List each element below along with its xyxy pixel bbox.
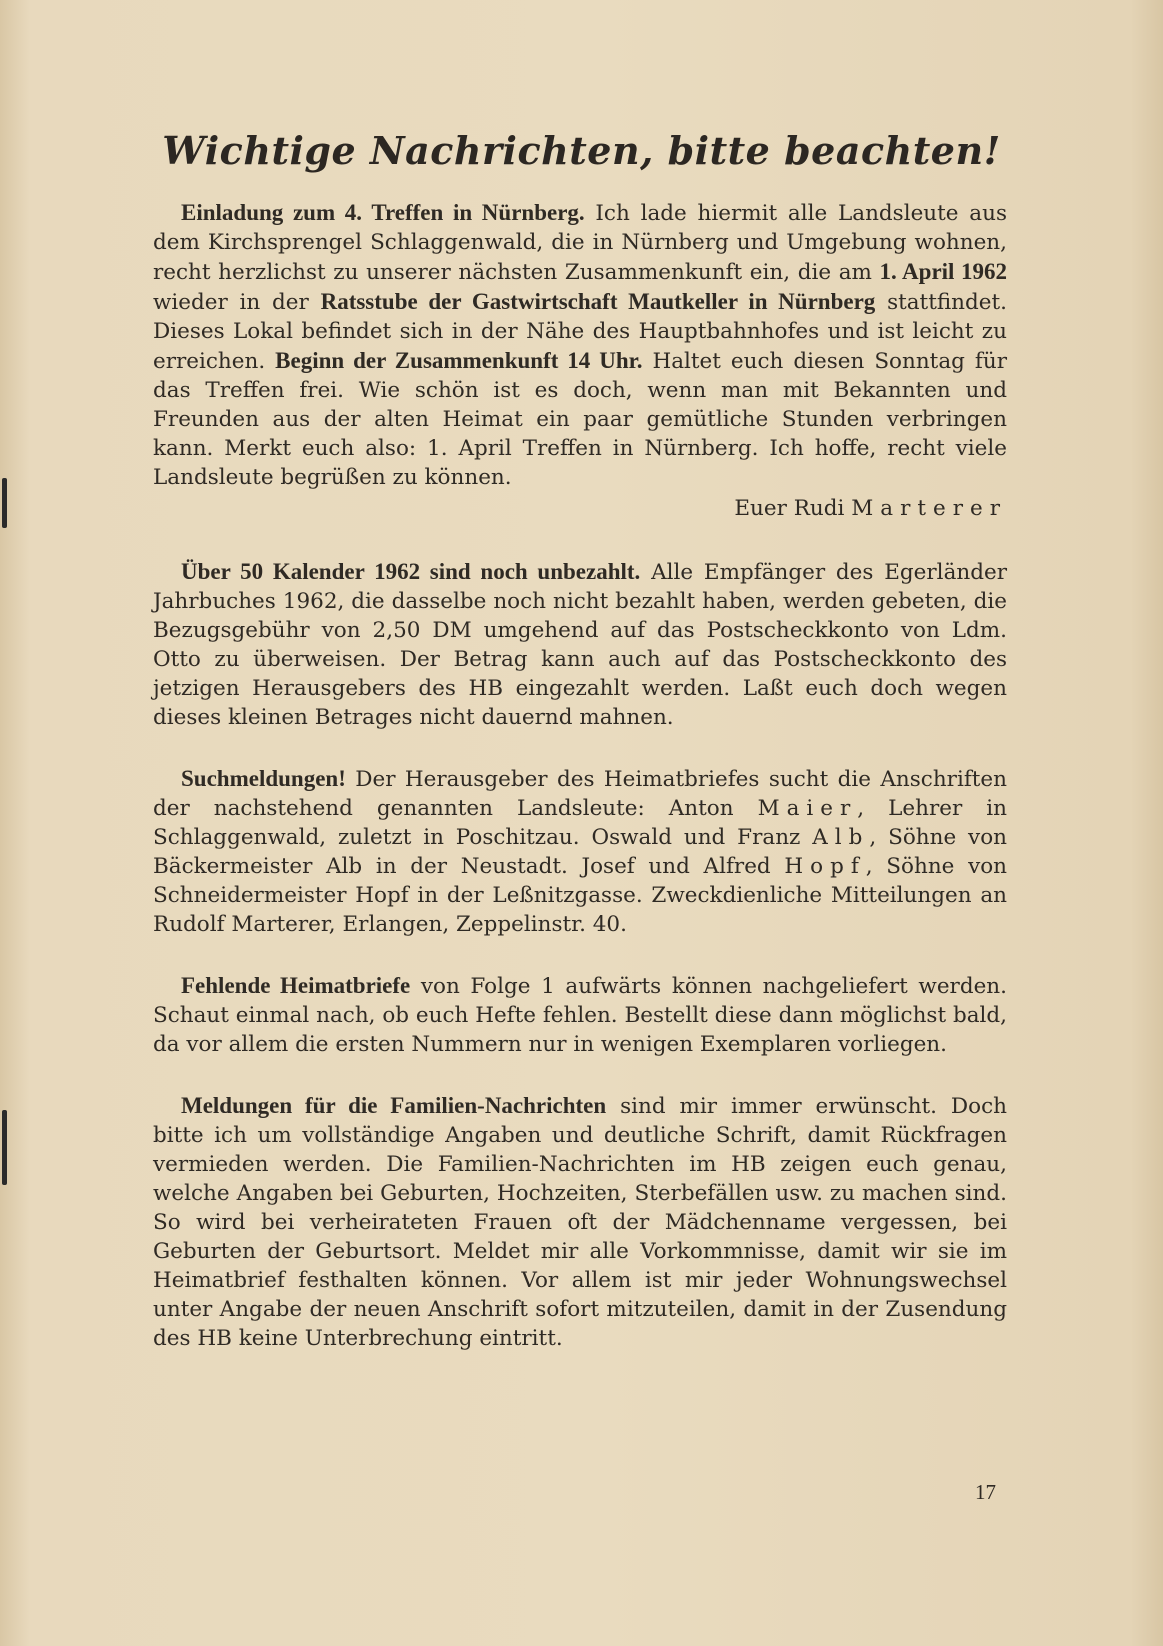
search-text-3: , Söhne von Bäckermeister Alb in der Neustadt. Josef und Alfred [153,825,1007,879]
search-name-maier: Maier [757,796,858,821]
search-text-2: , Lehrer in Schlaggenwald, zuletzt in Poschitzau. Oswald und Franz [153,796,1007,850]
paragraph-invitation [153,198,1007,492]
invitation-date: 1. April 1962 [879,259,1007,284]
page-number: 17 [975,1480,996,1504]
paragraph-calendar [153,557,1007,732]
search-heading: Suchmeldungen! [181,766,346,791]
calendar-heading: Über 50 Kalender 1962 sind noch unbezahlt. [181,559,641,584]
paragraph-family-news [153,1091,1007,1353]
invitation-venue: Ratsstube der Gastwirtschaft Mautkeller in Nürnberg [320,289,876,314]
calendar-text: Alle Empfänger des Egerländer Jahrbuches 1962, die dasselbe noch nicht bezahlt haben, werden gebeten, die Bezugsgebühr von 2,50 DM umgehend auf das Postscheckkonto von Ldm. Otto zu überweisen. Der Betrag kann auch auf das Postscheckkonto des jetzigen Herausgebers des HB eingezahlt werden. Laßt euch doch wegen dieses kleinen Betrages nicht dauernd mahnen. [153,560,1007,730]
signature-name: Marterer [851,496,1007,521]
signature [153,494,1007,523]
article-body [153,198,1007,1385]
invitation-heading: Einladung zum 4. Treffen in Nürnberg. [181,200,585,225]
search-text-4: , Söhne von Schneidermeister Hopf in der Leßnitzgasse. Zweckdienliche Mitteilungen an Rudolf Marterer, Erlangen, Zeppelinstr. 40. [153,854,1008,937]
family-news-text: sind mir immer erwünscht. Doch bitte ich um vollständige Angaben und deutliche Schrift, damit Rückfragen vermieden werden. Die Familien-Nachrichten im HB zeigen euch genau, welche Angaben bei Geburten, Hochzeiten, Sterbefällen usw. zu machen sind. So wird bei verheirateten Frauen oft der Mädchenname vergessen, bei Geburten der Geburtsort. Meldet mir alle Vorkommnisse, damit wir sie im Heimatbrief festhalten können. Vor allem ist mir jeder Wohnungswechsel unter Angabe der neuen Anschrift sofort mitzuteilen, damit in der Zusendung des HB keine Unterbrechung eintritt. [153,1094,1007,1351]
search-name-alb: Alb [812,825,870,850]
invitation-text-3: stattfindet. Dieses Lokal befindet sich in der Nähe des Hauptbahnhofes und ist leicht zu erreichen. [153,290,1007,374]
paragraph-search-notices [153,764,1007,939]
search-name-hopf: Hopf [784,854,866,879]
missing-letters-heading: Fehlende Heimatbriefe [181,973,411,998]
invitation-text-1: Ich lade hiermit alle Landsleute aus dem Kirchsprengel Schlaggenwald, die in Nürnberg und Umgebung wohnen, recht herzlichst zu unserer nächsten Zusammenkunft ein, die am [153,201,1007,285]
binding-staple-top [2,478,7,528]
invitation-start-time: Beginn der Zusammenkunft 14 Uhr. [275,348,643,373]
binding-staple-bottom [2,1110,7,1185]
invitation-text-4: Haltet euch diesen Sonntag für das Treffen frei. Wie schön ist es doch, wenn man mit Bekannten und Freunden aus der alten Heimat ein paar gemütliche Stunden verbringen kann. Merkt euch also: 1. April Treffen in Nürnberg. Ich hoffe, recht viele Landsleute begrüßen zu können. [153,349,1007,490]
signature-greeting: Euer Rudi [734,496,852,521]
invitation-text-2: wieder in der [153,290,321,315]
missing-letters-text: von Folge 1 aufwärts können nachgeliefert werden. Schaut einmal nach, ob euch Hefte fehlen. Bestellt diese dann möglichst bald, da vor allem die ersten Nummern nur in wenigen Exemplaren vorliegen. [153,974,1007,1057]
family-news-heading: Meldungen für die Familien-Nachrichten [181,1093,607,1118]
paragraph-missing-letters [153,971,1007,1059]
search-text-1: Der Herausgeber des Heimatbriefes sucht die Anschriften der nachstehend genannten Landsleute: Anton [153,767,1007,821]
page-title: Wichtige Nachrichten, bitte beachten! [162,128,1001,173]
